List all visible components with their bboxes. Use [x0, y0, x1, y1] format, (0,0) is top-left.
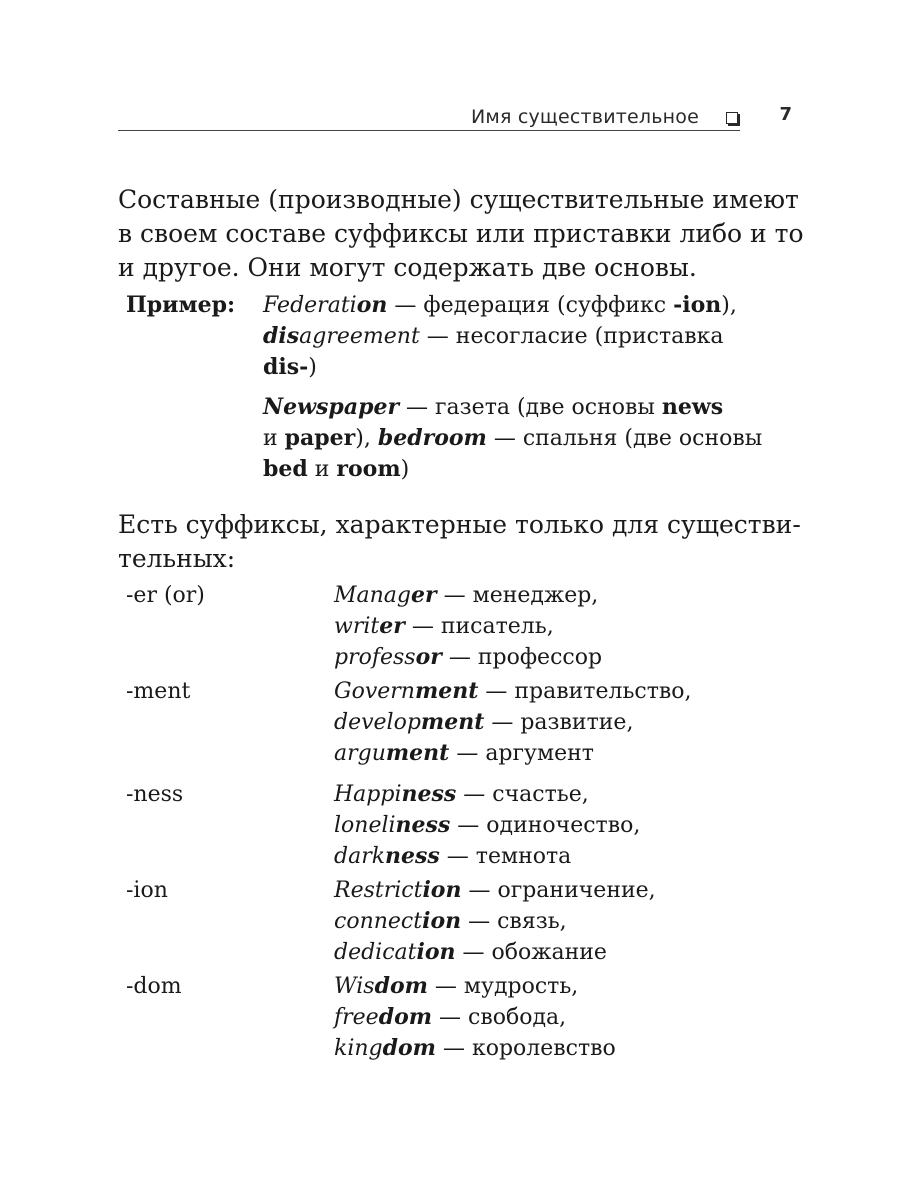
- suffix-examples: [334, 779, 786, 872]
- example-body: [263, 290, 803, 494]
- russian-gloss: — одиночество,: [450, 813, 641, 838]
- russian-gloss: — мудрость,: [427, 974, 579, 999]
- example-newspaper: [263, 392, 803, 485]
- english-word: Government: [334, 678, 479, 704]
- example-word-line: [334, 1033, 786, 1064]
- english-word: Restriction: [334, 877, 462, 903]
- chapter-title: Имя существительное: [471, 106, 699, 128]
- english-word: argument: [334, 740, 450, 766]
- example-word-line: [334, 738, 786, 769]
- header-rule: [118, 130, 740, 131]
- example-line: Federation — федерация (суффикс -ion),: [263, 292, 737, 318]
- suffix-examples: [334, 971, 786, 1064]
- example-label: Пример:: [126, 292, 236, 318]
- example-line: bed и room): [263, 456, 410, 482]
- russian-gloss: — развитие,: [484, 710, 634, 735]
- russian-gloss: — свобода,: [432, 1005, 567, 1030]
- russian-gloss: — ограничение,: [461, 878, 656, 903]
- intro-line: и другое. Они могут содержать две основы.: [118, 253, 697, 282]
- suffix-examples: [334, 676, 786, 769]
- example-word-line: [334, 1002, 786, 1033]
- russian-gloss: — счастье,: [456, 782, 589, 807]
- russian-gloss: — королевство: [435, 1036, 616, 1061]
- suffix-label: -dom: [126, 974, 182, 999]
- suffix-row: [126, 779, 786, 872]
- example-word: Newspaper: [263, 394, 400, 420]
- suffix-intro-paragraph: [118, 508, 808, 576]
- suffix-label: -ness: [126, 782, 184, 807]
- example-word-line: [334, 906, 786, 937]
- english-word: dedication: [334, 939, 456, 965]
- example-word-line: [334, 642, 786, 673]
- suffix-row: [126, 875, 786, 968]
- english-word: Manager: [334, 582, 437, 608]
- page-number: 7: [779, 104, 792, 125]
- suffix-row: [126, 580, 786, 673]
- example-federation: [263, 290, 803, 383]
- suffix-table: [126, 580, 786, 1067]
- example-word-line: [334, 841, 786, 872]
- english-word: darkness: [334, 843, 440, 869]
- suffix-label: -ion: [126, 878, 168, 903]
- para-line: Есть суффиксы, характерные только для существи-: [118, 510, 801, 539]
- english-word: freedom: [334, 1004, 433, 1030]
- example-word-line: [334, 580, 786, 611]
- russian-gloss: — писатель,: [404, 614, 554, 639]
- english-word: loneliness: [334, 812, 451, 838]
- english-word: development: [334, 709, 485, 735]
- russian-gloss: — связь,: [461, 909, 567, 934]
- example-word-line: [334, 875, 786, 906]
- example-line: dis-): [263, 354, 317, 380]
- example-line: и paper), bedroom — спальня (две основы: [263, 425, 763, 451]
- english-word: Wisdom: [334, 973, 428, 999]
- suffix-row: [126, 676, 786, 769]
- english-word: kingdom: [334, 1035, 436, 1061]
- russian-gloss: — менеджер,: [436, 583, 599, 608]
- example-word: disagreement: [263, 323, 420, 349]
- intro-paragraph: [118, 183, 808, 285]
- example-word-line: [334, 937, 786, 968]
- example-line: Newspaper — газета (две основы news: [263, 394, 724, 420]
- example-word-line: [334, 676, 786, 707]
- example-word-line: [334, 779, 786, 810]
- example-word-line: [334, 971, 786, 1002]
- suffix-row: [126, 971, 786, 1064]
- example-word-line: [334, 707, 786, 738]
- example-word: bedroom: [377, 425, 487, 451]
- suffix-examples: [334, 875, 786, 968]
- russian-gloss: — обожание: [455, 940, 607, 965]
- russian-gloss: — правительство,: [478, 679, 692, 704]
- russian-gloss: — профессор: [441, 645, 603, 670]
- intro-line: в своем составе суффиксы или приставки либо и то: [118, 219, 804, 248]
- example-line: disagreement — несогласие (приставка: [263, 323, 724, 349]
- example-word: Federation: [263, 292, 388, 318]
- russian-gloss: — темнота: [439, 844, 572, 869]
- english-word: professor: [334, 644, 442, 670]
- example-word-line: [334, 810, 786, 841]
- suffix-label: -ment: [126, 679, 191, 704]
- russian-gloss: — аргумент: [449, 741, 594, 766]
- english-word: writer: [334, 613, 405, 639]
- english-word: Happiness: [334, 781, 457, 807]
- suffix-label: -er (or): [126, 583, 205, 608]
- intro-line: Составные (производные) существительные имеют: [118, 185, 799, 214]
- suffix-examples: [334, 580, 786, 673]
- running-header: [118, 102, 800, 136]
- para-line: тельных:: [118, 544, 236, 573]
- example-word-line: [334, 611, 786, 642]
- english-word: connection: [334, 908, 462, 934]
- square-bullet-icon: [726, 112, 738, 124]
